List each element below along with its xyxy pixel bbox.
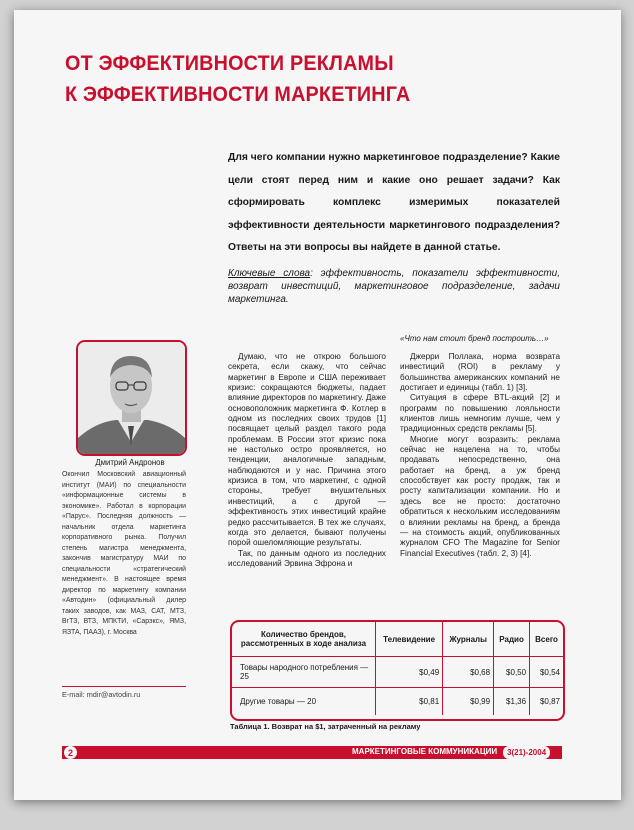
author-email: E-mail: mdir@avtodin.ru xyxy=(62,690,141,699)
table-header-radio: Радио xyxy=(494,622,530,657)
body-paragraph: Джерри Поллака, норма возврата инвестиций (ROI) в рекламу у большинства американских компаний не достигает и единицы (табл. 1) [3]. xyxy=(400,352,560,393)
table-cell: $0,50 xyxy=(494,657,530,688)
table-header-row xyxy=(232,622,563,657)
table-cell: $0,87 xyxy=(530,688,563,716)
table-row xyxy=(232,688,563,716)
keywords-text: : эффективность, показатели эффективности, возврат инвестиций, маркетинговое подразделение, задачи маркетинга. xyxy=(228,268,560,305)
table-header-tv: Телевидение xyxy=(376,622,443,657)
body-paragraph: Думаю, что не открою большого секрета, если скажу, что сейчас маркетинг в Европе и США переживает кризис: сокращаются бюджеты, падает влияние директоров по маркетингу. Даже основоположник маркетинга Ф. Котлер в одном из последних своих трудов [1] посвящает целый раздел такого рода проблемам. В России этот кризис пока не настолько остро проявляется, но тенденции, аналогичные западным, наблюдаются и у нас. Причина этого кризиса в том, что маркетинг, с одной стороны, требует внушительных инвестиций, а с другой — эффективность этих инвестиций крайне редко рассчитывается. В тех же случаях, когда это делается, бывают получены порой ошеломляющие результаты. xyxy=(228,352,386,548)
author-bio: Окончил Московский авиационный институт (МАИ) по специальности «информационные системы в экономике». Работал в корпорации «Парус». Последняя должность — начальник отдела маркетинга корпоративного рынка. Получил степень магистра менеджмента, закончив магистратуру МАИ по специальности «стратегический менеджмент». В настоящее время директор по маркетингу компании «Автодин» (официальный дилер таких заводов, как МАЗ, САТ, МТЗ, ВгТЗ, ВТЗ, МПКТИ, «Сарэкс», ЯМЗ, ЯЗТА, ПААЗ), г. Москва xyxy=(62,471,186,636)
body-paragraph: Ситуация в сфере BTL-акций [2] и программ по повышению лояльности клиентов лишь немногим лучше, чем у традиционных средств рекламы [5]. xyxy=(400,393,560,434)
bio-divider xyxy=(62,686,186,687)
body-column-2 xyxy=(400,352,560,559)
table-cell: $0,68 xyxy=(443,657,494,688)
author-name: Дмитрий Андронов xyxy=(95,458,165,467)
table-cell: Товары народного потребления — 25 xyxy=(232,657,376,688)
table-cell: $0,49 xyxy=(376,657,443,688)
issue-number: 3(21)-2004 xyxy=(503,746,550,759)
roi-table xyxy=(232,622,563,715)
table-cell: $0,81 xyxy=(376,688,443,716)
article-title-line-1: ОТ ЭФФЕКТИВНОСТИ РЕКЛАМЫ xyxy=(65,51,394,75)
keywords xyxy=(228,267,560,306)
table-cell: $0,99 xyxy=(443,688,494,716)
author-portrait-image xyxy=(78,342,185,454)
article-title xyxy=(65,48,410,110)
journal-name: МАРКЕТИНГОВЫЕ КОММУНИКАЦИИ xyxy=(352,747,498,756)
keywords-label: Ключевые слова xyxy=(228,268,311,279)
epigraph: «Что нам стоит бренд построить…» xyxy=(400,334,549,343)
table-caption: Таблица 1. Возврат на $1, затраченный на рекламу xyxy=(230,722,421,731)
roi-table-frame xyxy=(230,620,565,721)
table-header-total: Всего xyxy=(530,622,563,657)
body-paragraph: Многие могут возразить: реклама сейчас не нацелена на то, чтобы продавать непосредственно, она работает на бренд, а уж бренд способствует как росту продаж, так и росту капитализации компании. Но и здесь все не просто: достаточно обратиться к нескольким исследованиям о влиянии рекламы на бренд, а бренда — на стоимость акций, опубликованных журналом CFO The Magazine for Senior Financial Executives (табл. 2, 3) [4]. xyxy=(400,434,560,558)
table-cell: $0,54 xyxy=(530,657,563,688)
page-number: 2 xyxy=(64,746,77,759)
table-cell: Другие товары — 20 xyxy=(240,697,317,706)
table-cell: $1,36 xyxy=(494,688,530,716)
body-column-1 xyxy=(228,352,386,569)
article-title-line-2: К ЭФФЕКТИВНОСТИ МАРКЕТИНГА xyxy=(65,82,411,106)
article-lead: Для чего компании нужно маркетинговое подразделение? Какие цели стоят перед ним и какие оно решает задачи? Как сформировать комплекс измеримых показателей эффективности деятельности маркетингового подразделения? Ответы на эти вопросы вы найдете в данной статье. xyxy=(228,152,560,253)
table-row xyxy=(232,657,563,688)
table-header-magazines: Журналы xyxy=(443,622,494,657)
body-paragraph: Так, по данным одного из последних исследований Эрвина Эфрона и xyxy=(228,548,386,568)
table-header-brands: Количество брендов, рассмотренных в ходе анализа xyxy=(232,622,376,657)
author-photo xyxy=(76,340,187,456)
